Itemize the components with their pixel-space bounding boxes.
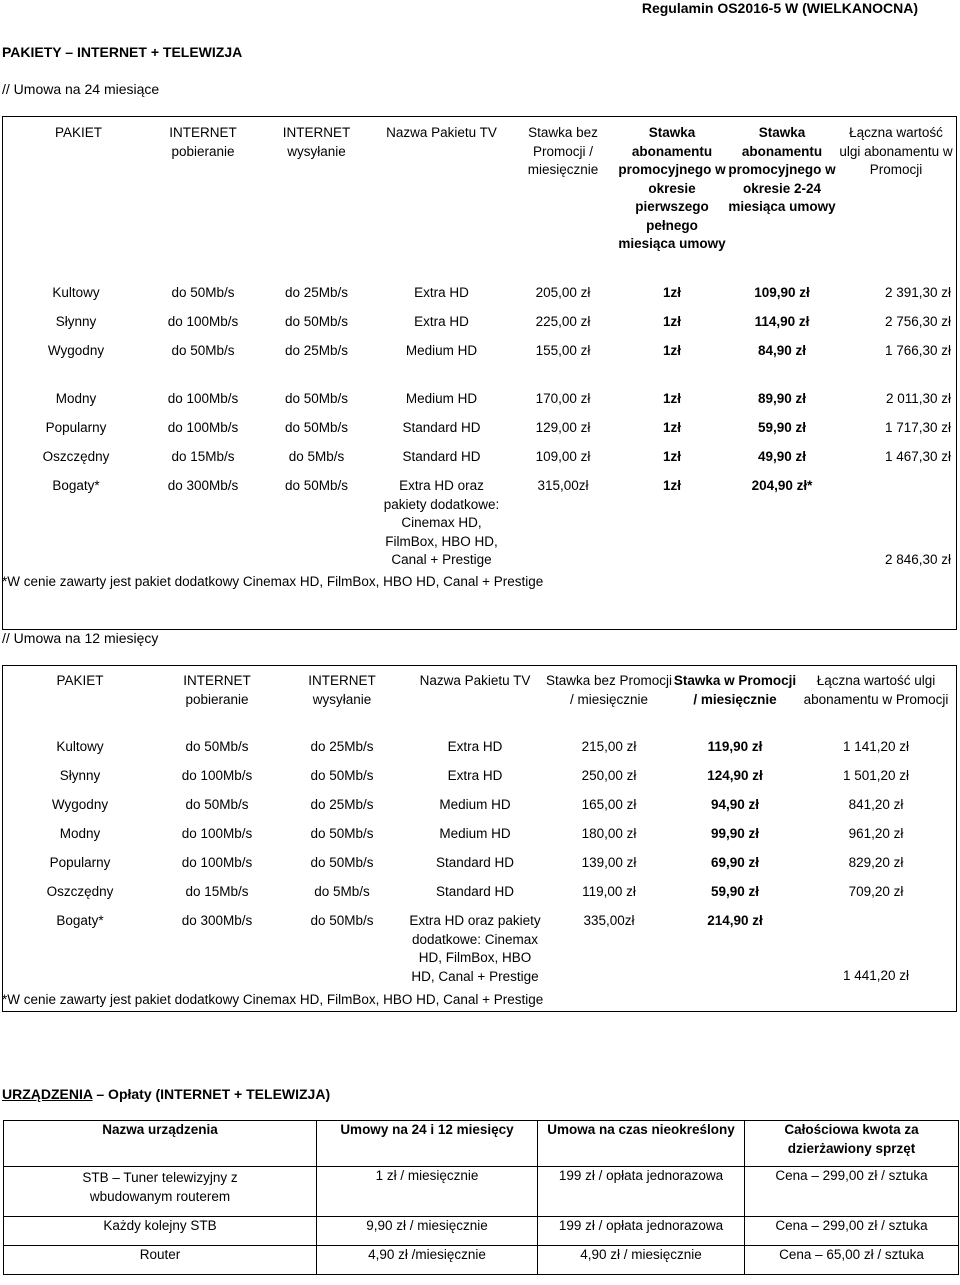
cell-price: 109,00 zł — [535, 449, 591, 464]
table-row — [5, 419, 955, 448]
cell-total: 1 717,30 zł — [884, 420, 951, 435]
cell-price: 139,00 zł — [581, 855, 637, 870]
cell-download: do 15Mb/s — [185, 884, 249, 899]
cell-download: do 100Mb/s — [181, 855, 253, 870]
cell-pakiet: Bogaty* — [56, 913, 104, 928]
header-cell: Stawka abonamentu promocyjnego w okresie 2-24 miesiąca umowy — [728, 125, 836, 214]
cell-tv: Extra HD — [447, 768, 503, 783]
header-cell: Umowa na czas nieokreślony — [538, 1121, 745, 1167]
header-cell: Nazwa Pakietu TV — [419, 673, 531, 688]
cell-promo: 84,90 zł — [757, 343, 807, 358]
cell-price: 250,00 zł — [581, 768, 637, 783]
cell-upload: do 25Mb/s — [310, 797, 374, 812]
table-row — [5, 738, 955, 767]
cell-pakiet: Modny — [55, 391, 97, 406]
cell-promo: 59,90 zł — [757, 420, 807, 435]
cell-tv: Standard HD — [435, 855, 515, 870]
header-cell: PAKIET — [56, 673, 104, 688]
devices-title-rest: – Opłaty (INTERNET + TELEWIZJA) — [92, 1086, 331, 1102]
table-row — [5, 825, 955, 854]
cell-total: 2 756,30 zł — [884, 314, 951, 329]
cell-download: do 100Mb/s — [181, 768, 253, 783]
cell-total: 709,20 zł — [848, 884, 904, 899]
header-cell: Całościowa kwota za dzierżawiony sprzęt — [745, 1121, 959, 1167]
cell-pakiet: Kultowy — [52, 285, 100, 300]
header-cell: Łączna wartość ulgi abonamentu w Promocji — [803, 673, 949, 707]
cell-price: 165,00 zł — [581, 797, 637, 812]
cell-upload: do 50Mb/s — [310, 913, 374, 928]
cell-total: 2 391,30 zł — [884, 285, 951, 300]
table-row — [5, 912, 955, 987]
table-row — [5, 342, 955, 390]
cell-device: Każdy kolejny STB — [4, 1217, 317, 1246]
cell-pakiet: Kultowy — [56, 739, 104, 754]
cell-contract: 9,90 zł / miesięcznie — [317, 1217, 538, 1246]
cell-price: 170,00 zł — [535, 391, 591, 406]
cell-total: 1 441,20 zł — [842, 967, 910, 983]
cell-price: Cena – 299,00 zł / sztuka — [745, 1167, 959, 1217]
cell-first-month: 1zł — [662, 478, 681, 493]
contract-24-title: // Umowa na 24 miesiące — [2, 81, 160, 97]
cell-upload: do 25Mb/s — [284, 343, 349, 358]
table-header-row — [5, 124, 955, 284]
cell-price: 180,00 zł — [581, 826, 637, 841]
cell-promo: 114,90 zł — [754, 314, 810, 329]
cell-upload: do 50Mb/s — [284, 391, 349, 406]
table-row — [5, 313, 955, 342]
cell-pakiet: Wygodny — [51, 797, 109, 812]
cell-tv: Medium HD — [439, 826, 511, 841]
cell-price: Cena – 299,00 zł / sztuka — [745, 1217, 959, 1246]
header-cell: PAKIET — [55, 125, 103, 140]
table-header-row — [4, 1121, 959, 1167]
cell-device: Router — [4, 1246, 317, 1275]
cell-download: do 300Mb/s — [181, 913, 253, 928]
cell-tv: Medium HD — [439, 797, 511, 812]
cell-download: do 100Mb/s — [167, 420, 239, 435]
cell-tv: Extra HD — [414, 285, 469, 300]
cell-tv: Standard HD — [402, 420, 481, 435]
contract-24-table — [5, 124, 955, 284]
cell-total: 1 766,30 zł — [884, 343, 951, 358]
cell-upload: do 50Mb/s — [310, 855, 374, 870]
cell-upload: do 5Mb/s — [288, 449, 345, 464]
cell-upload: do 50Mb/s — [284, 420, 349, 435]
header-cell: Nazwa Pakietu TV — [386, 125, 497, 140]
table-row — [5, 854, 955, 883]
document-header: Regulamin OS2016-5 W (WIELKANOCNA) — [641, 0, 918, 16]
header-cell: Stawka abonamentu promocyjnego w okresie pierwszego pełnego miesiąca umowy — [618, 125, 726, 251]
cell-price: Cena – 65,00 zł / sztuka — [745, 1246, 959, 1275]
devices-table — [3, 1120, 959, 1275]
header-cell: INTERNET wysyłanie — [282, 125, 351, 159]
cell-pakiet: Popularny — [45, 420, 107, 435]
table-row — [5, 883, 955, 912]
cell-promo: 204,90 zł* — [751, 478, 813, 493]
cell-contract: 4,90 zł /miesięcznie — [317, 1246, 538, 1275]
cell-pakiet: Oszczędny — [46, 884, 114, 899]
cell-pakiet: Bogaty* — [52, 478, 100, 493]
cell-indefinite: 199 zł / opłata jednorazowa — [538, 1217, 745, 1246]
cell-promo: 124,90 zł — [707, 768, 763, 783]
table-row — [4, 1217, 959, 1246]
cell-upload: do 50Mb/s — [284, 314, 349, 329]
table-row — [4, 1246, 959, 1275]
cell-price: 155,00 zł — [535, 343, 591, 358]
cell-tv: Medium HD — [405, 391, 478, 406]
cell-tv: Extra HD oraz pakiety dodatkowe: Cinemax HD, FilmBox, HBO HD, Canal + Prestige — [383, 478, 500, 567]
cell-price: 315,00zł — [537, 478, 589, 493]
cell-download: do 50Mb/s — [171, 285, 235, 300]
cell-download: do 100Mb/s — [167, 314, 239, 329]
cell-first-month: 1zł — [662, 343, 681, 358]
table-row — [5, 284, 955, 313]
cell-promo: 89,90 zł — [757, 391, 807, 406]
table-row — [5, 767, 955, 796]
contract-12-title: // Umowa na 12 miesięcy — [2, 630, 159, 646]
cell-upload: do 50Mb/s — [310, 768, 374, 783]
contract-24-note: *W cenie zawarty jest pakiet dodatkowy Cinemax HD, FilmBox, HBO HD, Canal + Prestige — [2, 574, 544, 589]
table-header-row — [5, 672, 955, 738]
cell-price: 129,00 zł — [535, 420, 591, 435]
cell-upload: do 5Mb/s — [314, 884, 370, 899]
cell-promo: 69,90 zł — [710, 855, 760, 870]
cell-total: 1 467,30 zł — [884, 449, 951, 464]
cell-promo: 49,90 zł — [757, 449, 807, 464]
table-row — [5, 448, 955, 477]
header-cell: INTERNET wysyłanie — [308, 673, 376, 707]
devices-title-main: URZĄDZENIA — [2, 1086, 93, 1102]
cell-pakiet: Słynny — [55, 314, 97, 329]
cell-pakiet: Modny — [59, 826, 101, 841]
cell-download: do 300Mb/s — [167, 478, 239, 493]
contract-24-body — [5, 284, 955, 571]
cell-price: 119,00 zł — [582, 884, 636, 899]
cell-tv: Standard HD — [402, 449, 481, 464]
header-cell: Umowy na 24 i 12 miesięcy — [317, 1121, 538, 1167]
cell-download: do 50Mb/s — [171, 343, 235, 358]
cell-download: do 15Mb/s — [171, 449, 235, 464]
cell-promo: 109,90 zł — [754, 285, 810, 300]
cell-download: do 50Mb/s — [185, 739, 249, 754]
devices-title — [2, 1086, 330, 1102]
cell-promo: 59,90 zł — [710, 884, 760, 899]
cell-download: do 100Mb/s — [167, 391, 239, 406]
cell-first-month: 1zł — [662, 314, 681, 329]
cell-upload: do 25Mb/s — [284, 285, 349, 300]
cell-download: do 50Mb/s — [185, 797, 249, 812]
cell-pakiet: Słynny — [59, 768, 101, 783]
cell-promo: 214,90 zł — [707, 913, 763, 928]
cell-price: 335,00zł — [583, 913, 635, 928]
cell-download: do 100Mb/s — [181, 826, 253, 841]
header-cell: Łączna wartość ulgi abonamentu w Promocji — [839, 125, 953, 177]
cell-total: 1 501,20 zł — [842, 768, 910, 783]
header-cell: INTERNET pobieranie — [183, 673, 251, 707]
cell-total: 2 011,30 zł — [885, 391, 951, 406]
cell-price: 215,00 zł — [581, 739, 637, 754]
cell-upload: do 50Mb/s — [284, 478, 349, 493]
cell-first-month: 1zł — [662, 391, 681, 406]
cell-first-month: 1zł — [662, 420, 681, 435]
table-row — [4, 1167, 959, 1217]
header-cell: Stawka bez Promocji / miesięcznie — [545, 673, 673, 707]
cell-indefinite: 199 zł / opłata jednorazowa — [538, 1167, 745, 1217]
section-title: PAKIETY – INTERNET + TELEWIZJA — [2, 44, 243, 60]
cell-pakiet: Popularny — [49, 855, 111, 870]
cell-upload: do 50Mb/s — [310, 826, 374, 841]
cell-tv: Extra HD — [414, 314, 469, 329]
cell-total: 2 846,30 zł — [884, 551, 951, 567]
cell-promo: 99,90 zł — [710, 826, 760, 841]
cell-first-month: 1zł — [662, 449, 681, 464]
cell-contract: 1 zł / miesięcznie — [317, 1167, 538, 1217]
cell-total: 961,20 zł — [848, 826, 904, 841]
contract-12-table — [5, 672, 955, 987]
cell-price: 225,00 zł — [535, 314, 591, 329]
cell-promo: 94,90 zł — [710, 797, 760, 812]
cell-tv: Medium HD — [405, 343, 478, 358]
cell-pakiet: Wygodny — [47, 343, 105, 358]
cell-promo: 119,90 zł — [707, 739, 763, 754]
cell-upload: do 25Mb/s — [310, 739, 374, 754]
cell-pakiet: Oszczędny — [42, 449, 110, 464]
cell-tv: Extra HD oraz pakiety dodatkowe: Cinemax HD, FilmBox, HBO HD, Canal + Prestige — [409, 913, 541, 984]
table-row — [5, 390, 955, 419]
header-cell: Stawka w Promocji / miesięcznie — [673, 673, 797, 707]
header-cell: Nazwa urządzenia — [4, 1121, 317, 1167]
header-cell: INTERNET pobieranie — [169, 125, 237, 159]
table-row — [5, 477, 955, 571]
cell-total: 841,20 zł — [848, 797, 904, 812]
cell-price: 205,00 zł — [535, 285, 591, 300]
cell-total: 829,20 zł — [848, 855, 904, 870]
cell-tv: Standard HD — [435, 884, 515, 899]
cell-device: STB – Tuner telewizyjny z wbudowanym routerem — [4, 1167, 317, 1217]
contract-12-note: *W cenie zawarty jest pakiet dodatkowy Cinemax HD, FilmBox, HBO HD, Canal + Prestige — [2, 992, 544, 1007]
cell-total: 1 141,20 zł — [842, 739, 910, 754]
cell-first-month: 1zł — [662, 285, 681, 300]
cell-indefinite: 4,90 zł / miesięcznie — [538, 1246, 745, 1275]
cell-tv: Extra HD — [447, 739, 503, 754]
header-cell: Stawka bez Promocji / miesięcznie — [527, 125, 599, 177]
table-row — [5, 796, 955, 825]
